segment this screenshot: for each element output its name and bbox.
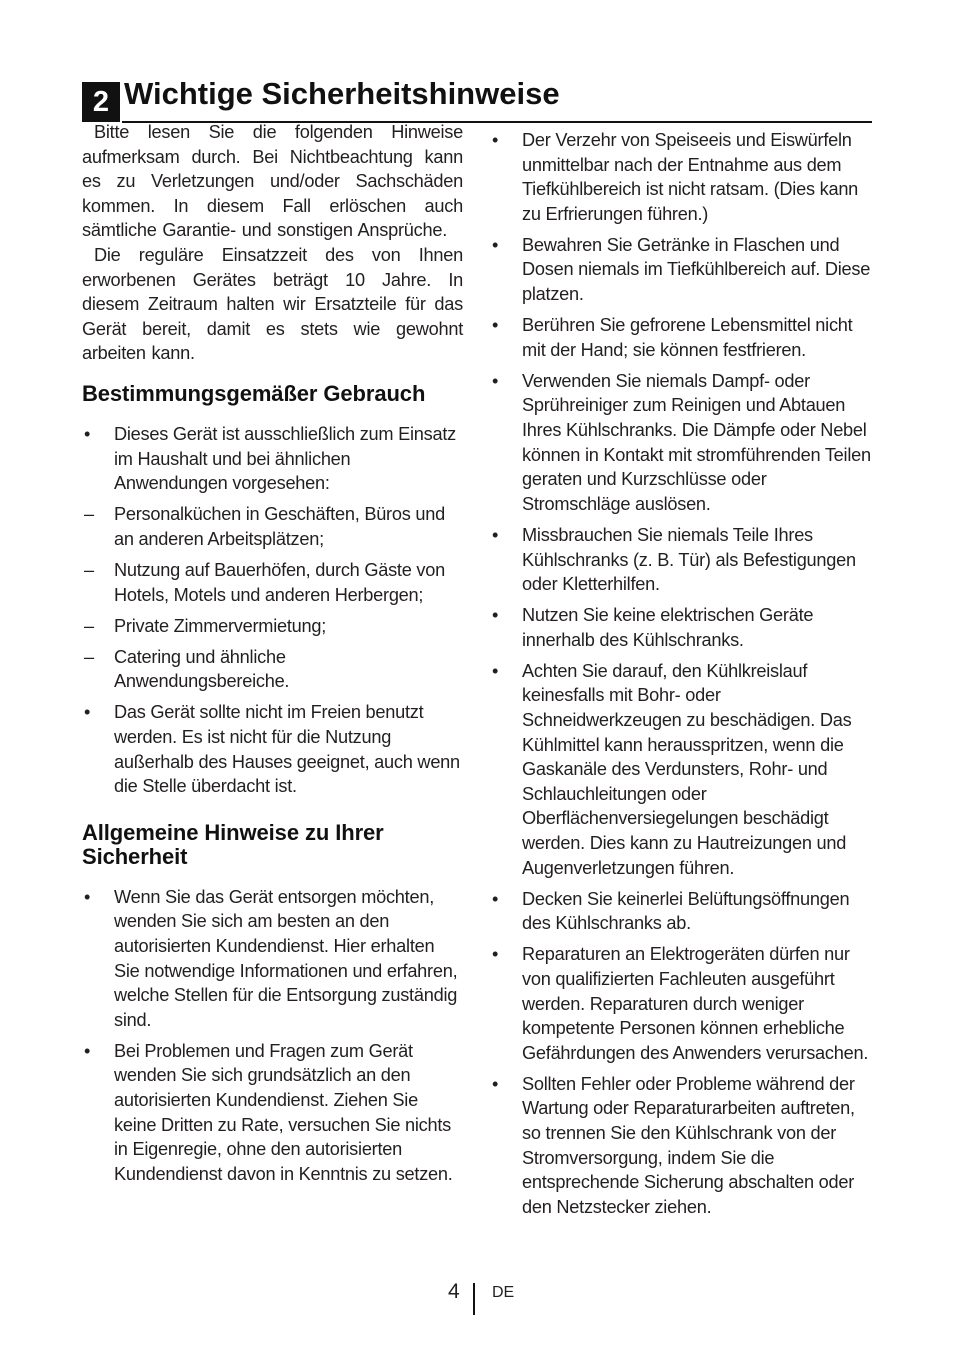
list-item-text: Reparaturen an Elektrogeräten dürfen nur von qualifizierten Fachleuten ausgeführt werden. Reparaturen durch weniger kompetente Personen können erhebliche Gefährdungen des Anwenders verursachen. <box>522 944 869 1063</box>
list-item-text: Personalküchen in Geschäften, Büros und an anderen Arbeitsplätzen; <box>114 504 445 549</box>
list-item-text: Berühren Sie gefrorene Lebensmittel nicht mit der Hand; sie können festfrieren. <box>522 315 853 360</box>
section-heading-intended-use: Bestimmungsgemäßer Gebrauch <box>82 380 426 406</box>
list-item-text: Nutzen Sie keine elektrischen Geräte innerhalb des Kühlschranks. <box>522 605 814 650</box>
general-safety-list <box>82 885 463 1187</box>
page-number: 4 <box>448 1280 460 1303</box>
list-item <box>490 128 874 226</box>
dash-marker: – <box>84 559 94 580</box>
list-item <box>490 887 874 936</box>
intro-paragraph: Bitte lesen Sie die folgenden Hinweise aufmerksam durch. Bei Nichtbeachtung kann es zu Verletzungen und/oder Sachschäden kommen. In diesem Fall erlöschen auch sämtliche Garantie- und sonstigen Ansprüche. <box>82 122 463 241</box>
bullet-marker: • <box>84 702 91 723</box>
list-item-text: Das Gerät sollte nicht im Freien benutzt werden. Es ist nicht für die Nutzung außerhalb des Hauses geeignet, auch wenn die Stelle überdacht ist. <box>114 702 460 797</box>
left-column <box>82 120 463 1193</box>
chapter-number-badge: 2 <box>82 82 120 122</box>
list-item-text: Dieses Gerät ist ausschließlich zum Einsatz im Haushalt und bei ähnlichen Anwendungen vorgesehen: <box>114 423 457 494</box>
bullet-marker: • <box>492 1073 499 1094</box>
bullet-marker: • <box>492 660 499 681</box>
list-item-text: Verwenden Sie niemals Dampf- oder Sprühreiniger zum Reinigen und Abtauen Ihres Kühlschranks. Die Dämpfe oder Nebel können in Kontakt mit stromführenden Teilen geraten und Kurzschlüsse oder Stromschläge auslösen. <box>522 370 871 514</box>
list-item <box>82 700 463 798</box>
list-item-text: Decken Sie keinerlei Belüftungsöffnungen des Kühlschranks ab. <box>522 888 850 934</box>
list-item-text: Der Verzehr von Speiseeis und Eiswürfeln unmittelbar nach der Entnahme aus dem Tiefkühlbereich ist nicht ratsam. (Dies kann zu Erfrierungen führen.) <box>522 130 859 224</box>
list-item-text: Bei Problemen und Fragen zum Gerät wenden Sie sich grundsätzlich an den autorisierten Kundendienst. Ziehen Sie keine Dritten zu Rate, versuchen Sie nichts in Eigenregie, ohne den autorisierten Kundendienst davon in Kenntnis zu setzen. <box>114 1040 453 1184</box>
list-item <box>82 502 463 551</box>
list-item <box>82 558 463 607</box>
language-code: DE <box>492 1284 515 1301</box>
bullet-marker: • <box>84 886 91 907</box>
list-item-text: Achten Sie darauf, den Kühlkreislauf keinesfalls mit Bohr- oder Schneidwerkzeugen zu beschädigen. Das Kühlmittel kann herausspritzen, wenn die Gaskanäle des Verdunsters, Rohr- und Schlauchleitungen oder Oberflächenversiegelungen beschädigt werden. Dies kann zu Hautreizungen und Augenverletzungen führen. <box>522 660 852 878</box>
dash-marker: – <box>84 615 94 636</box>
list-item <box>490 233 874 307</box>
bullet-marker: • <box>84 1040 91 1061</box>
list-item-text: Missbrauchen Sie niemals Teile Ihres Kühlschranks (z. B. Tür) als Befestigungen oder Kletterhilfen. <box>522 524 856 595</box>
list-item-text: Bewahren Sie Getränke in Flaschen und Dosen niemals im Tiefkühlbereich auf. Diese platzen. <box>522 234 871 305</box>
bullet-marker: • <box>492 524 499 545</box>
bullet-marker: • <box>492 944 499 965</box>
list-item-text: Sollten Fehler oder Probleme während der Wartung oder Reparaturarbeiten auftreten, so trennen Sie den Kühlschrank von der Stromversorgung, indem Sie die entsprechende Sicherung abschalten oder den Netzstecker ziehen. <box>522 1073 855 1217</box>
list-item-text: Catering und ähnliche Anwendungsbereiche. <box>114 646 290 692</box>
footer-divider <box>473 1283 475 1315</box>
list-item-text: Nutzung auf Bauerhöfen, durch Gäste von Hotels, Motels und anderen Herbergen; <box>114 559 445 605</box>
intro-paragraph: Die reguläre Einsatzzeit des von Ihnen erworbenen Gerätes beträgt 10 Jahre. In diesem Zeitraum halten wir Ersatzteile für das Gerät bereit, damit es stets wie gewohnt arbeiten kann. <box>82 244 463 364</box>
list-item <box>490 942 874 1065</box>
list-item <box>82 422 463 496</box>
bullet-marker: • <box>492 605 499 626</box>
bullet-marker: • <box>84 423 91 444</box>
list-item <box>490 603 874 652</box>
list-item <box>82 645 463 694</box>
bullet-marker: • <box>492 888 499 909</box>
right-column <box>490 128 874 1226</box>
safety-notes-list <box>490 128 874 1219</box>
chapter-header <box>82 76 872 124</box>
section-heading-general-safety: Allgemeine Hinweise zu Ihrer Sicherheit <box>82 819 384 869</box>
intended-use-list <box>82 422 463 799</box>
list-item <box>490 1072 874 1220</box>
dash-marker: – <box>84 646 94 667</box>
list-item-text: Wenn Sie das Gerät entsorgen möchten, wenden Sie sich am besten an den autorisierten Kundendienst. Hier erhalten Sie notwendige Informationen und erfahren, welche Stellen für die Entsorgung zuständig sind. <box>114 886 458 1030</box>
list-item <box>490 659 874 880</box>
bullet-marker: • <box>492 234 499 255</box>
list-item <box>82 1039 463 1187</box>
bullet-marker: • <box>492 315 499 336</box>
list-item-text: Private Zimmervermietung; <box>114 615 327 636</box>
bullet-marker: • <box>492 370 499 391</box>
list-item <box>490 313 874 362</box>
list-item <box>82 885 463 1033</box>
list-item <box>490 369 874 517</box>
page-title: Wichtige Sicherheitshinweise <box>124 76 560 111</box>
list-item <box>82 614 463 639</box>
bullet-marker: • <box>492 130 499 150</box>
list-item <box>490 523 874 597</box>
dash-marker: – <box>84 504 94 525</box>
